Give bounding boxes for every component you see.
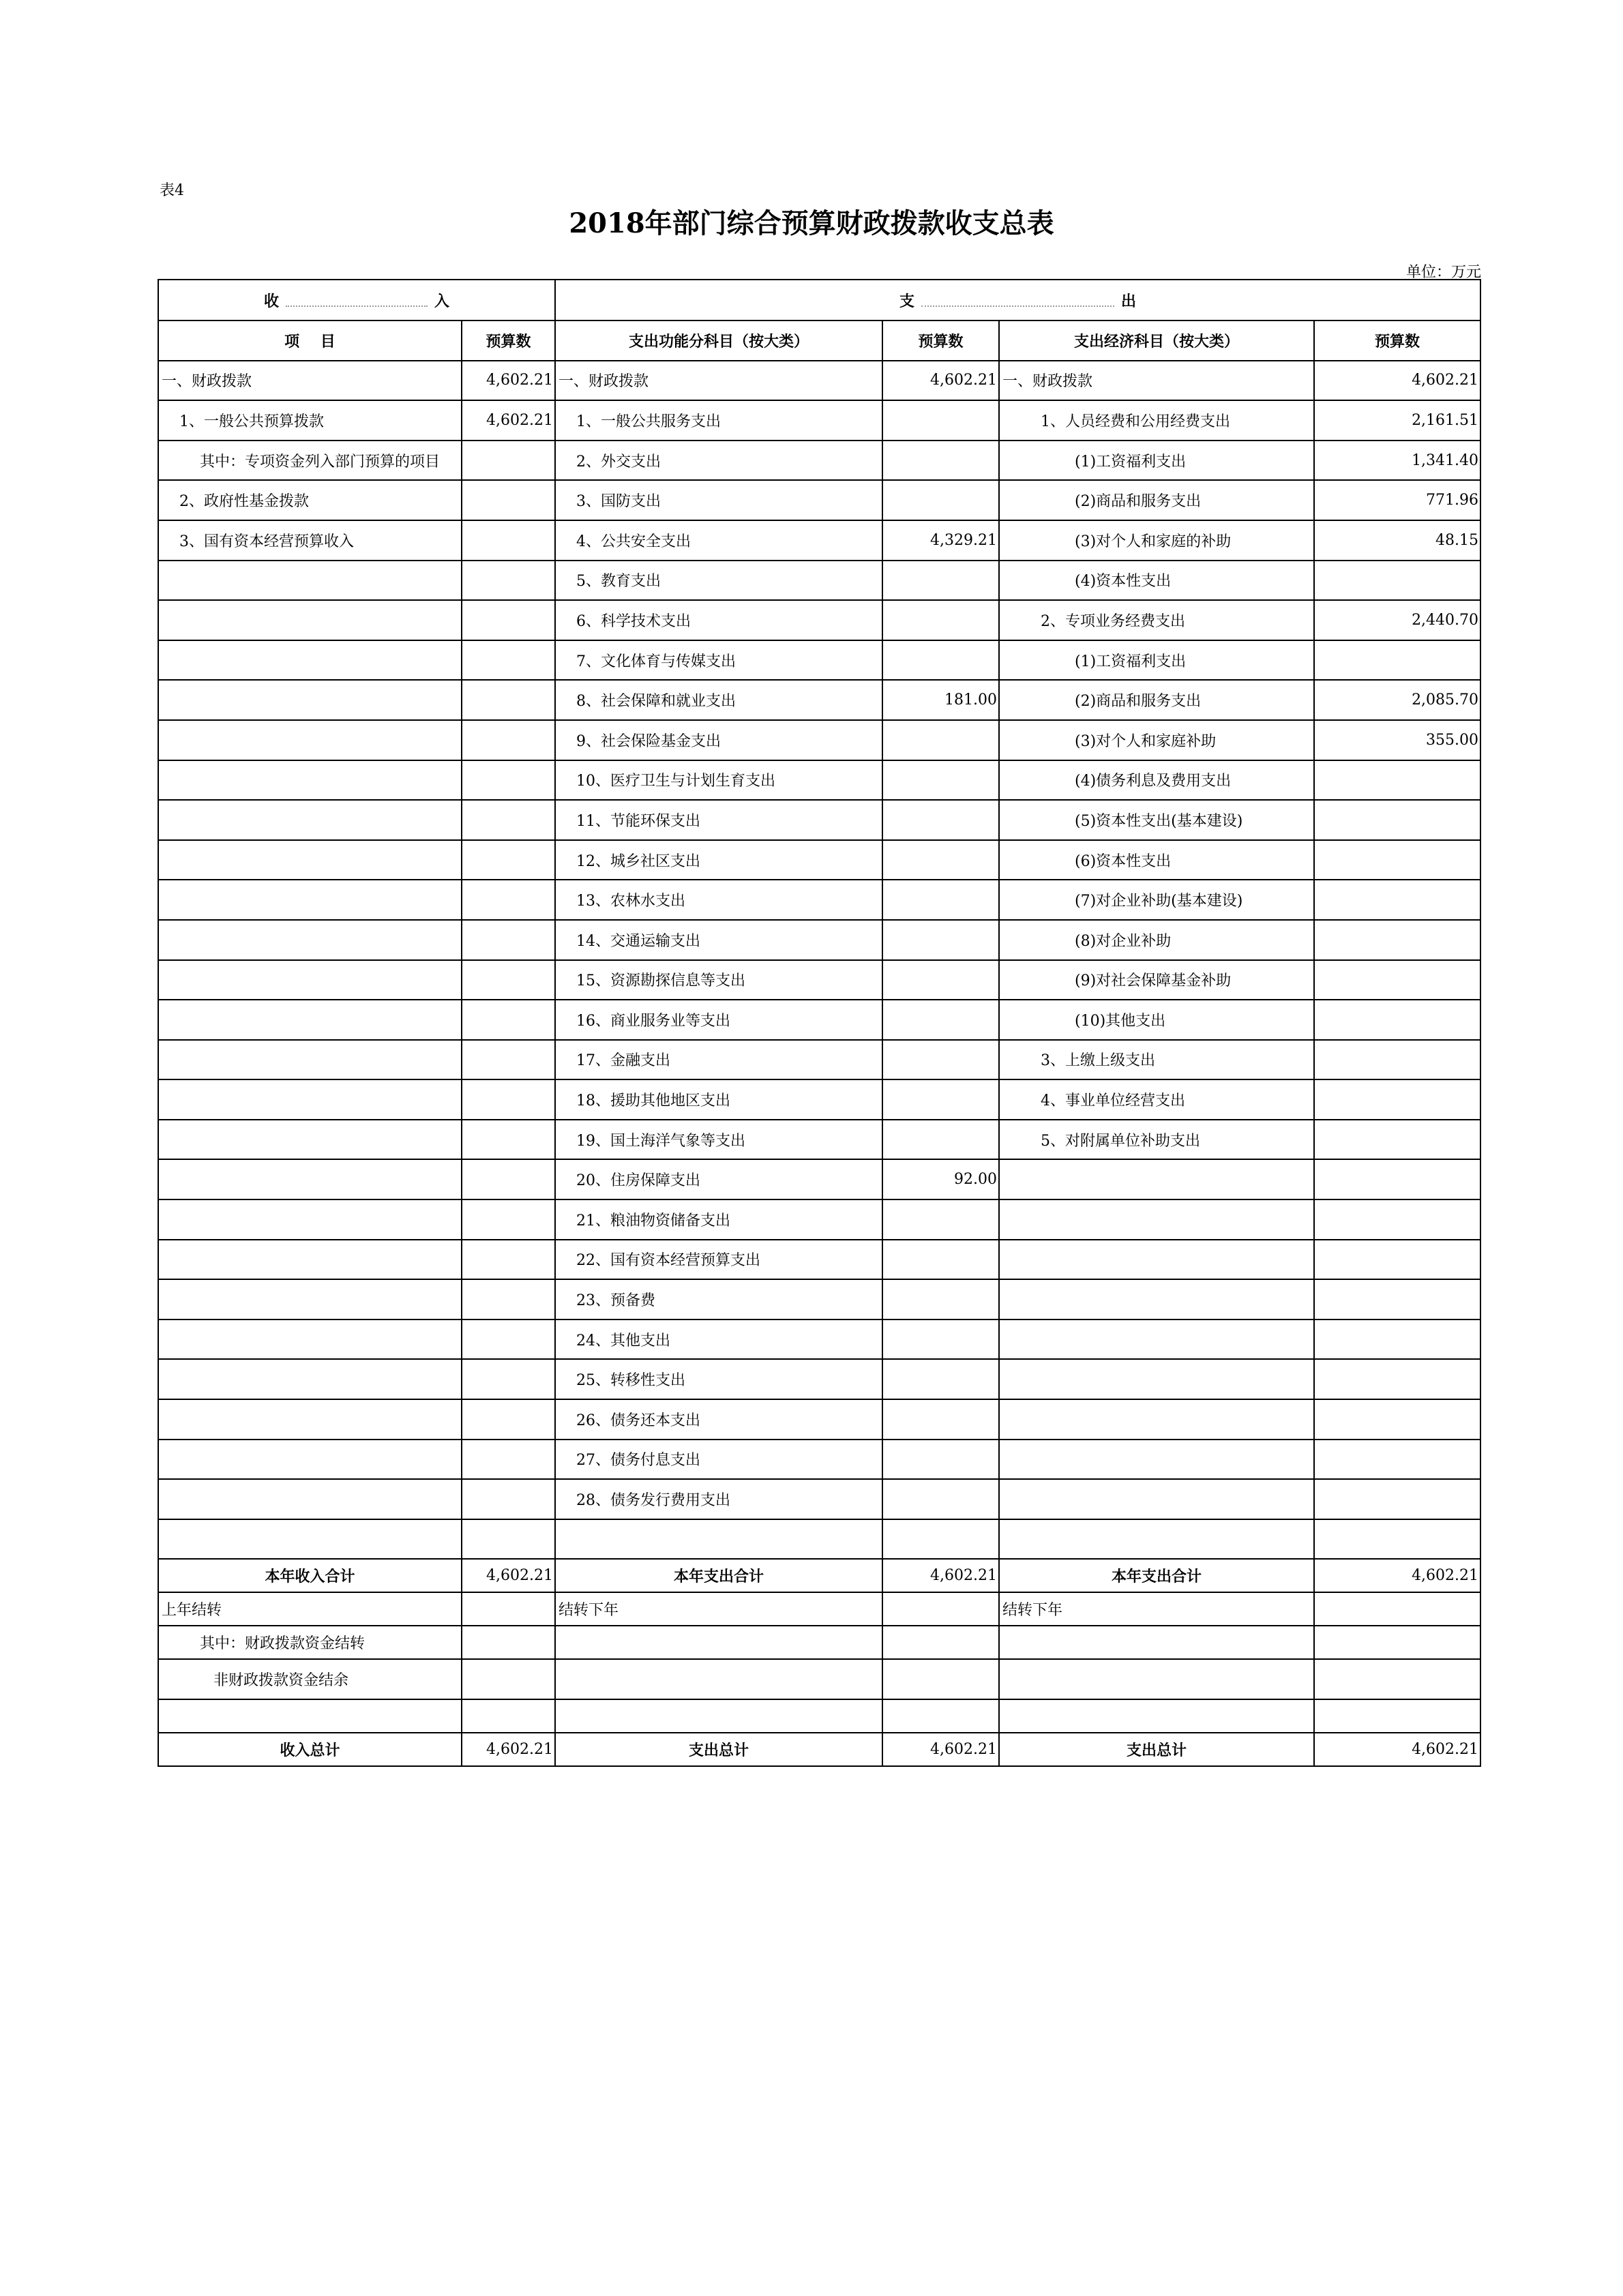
table-row [158,920,1480,960]
carry-next-economic-value [1314,1592,1480,1626]
income-item-cell [158,1079,462,1120]
function-item-cell: 6、科学技术支出 [555,600,882,640]
income-budget-cell [462,680,555,720]
income-item-cell [158,1359,462,1399]
economic-budget-cell: 4,602.21 [1314,361,1480,401]
function-budget-cell [882,1279,999,1320]
income-item-cell [158,600,462,640]
empty-cell [555,1626,882,1659]
table-row [158,1199,1480,1240]
col-header-item: 项 目 [158,320,462,361]
income-budget-cell [462,800,555,840]
income-budget-cell [462,480,555,520]
table-number: 表4 [160,182,184,199]
income-budget-cell [462,1040,555,1080]
economic-item-cell: (6)资本性支出 [999,840,1314,880]
table-row [158,1279,1480,1320]
function-budget-cell [882,1479,999,1519]
economic-budget-cell [1314,1199,1480,1240]
economic-item-cell [999,1519,1314,1560]
economic-item-cell: (10)其他支出 [999,1000,1314,1040]
table-row [158,1479,1480,1519]
function-budget-cell [882,720,999,760]
economic-budget-cell: 2,085.70 [1314,680,1480,720]
table-row [158,561,1480,601]
income-item-cell [158,1120,462,1160]
col-header-budget-1: 预算数 [462,320,555,361]
table-row [158,800,1480,840]
income-header-char2: 入 [434,292,449,310]
income-item-cell [158,960,462,1000]
economic-item-cell: (8)对企业补助 [999,920,1314,960]
income-item-cell [158,1279,462,1320]
expense-header-char1: 支 [899,292,915,310]
income-budget-cell [462,1199,555,1240]
function-item-cell: 22、国有资本经营预算支出 [555,1240,882,1280]
function-item-cell: 4、公共安全支出 [555,520,882,561]
income-item-cell [158,1000,462,1040]
year-income-total-label: 本年收入合计 [158,1559,462,1592]
economic-budget-cell [1314,1079,1480,1120]
header-row-income-expense [158,280,1480,320]
prev-carry-label: 上年结转 [158,1592,462,1626]
economic-item-cell: 2、专项业务经费支出 [999,600,1314,640]
table-row [158,720,1480,760]
economic-budget-cell [1314,760,1480,801]
economic-budget-cell [1314,840,1480,880]
income-budget-cell [462,760,555,801]
col-header-budget-2: 预算数 [882,320,999,361]
function-item-cell [555,1519,882,1560]
income-item-cell [158,1479,462,1519]
income-item-cell: 其中：专项资金列入部门预算的项目 [158,441,462,481]
income-budget-cell: 4,602.21 [462,361,555,401]
empty-cell [1314,1699,1480,1733]
economic-item-cell [999,1399,1314,1440]
empty-cell [158,1699,462,1733]
table-row [158,441,1480,481]
economic-budget-cell [1314,561,1480,601]
economic-item-cell [999,1479,1314,1519]
carry-row [158,1592,1480,1626]
economic-budget-cell [1314,1320,1480,1360]
table-row [158,1240,1480,1280]
blank-row [158,1699,1480,1733]
table-row [158,960,1480,1000]
income-item-cell [158,760,462,801]
table-row [158,1320,1480,1360]
function-item-cell: 1、一般公共服务支出 [555,400,882,441]
empty-cell [999,1659,1314,1699]
prev-carry-value [462,1592,555,1626]
function-budget-cell [882,1040,999,1080]
table-row [158,1040,1480,1080]
function-item-cell: 8、社会保障和就业支出 [555,680,882,720]
col-header-function: 支出功能分科目（按大类） [555,320,882,361]
income-item-cell [158,800,462,840]
year-function-total-value: 4,602.21 [882,1559,999,1592]
income-item-cell [158,720,462,760]
income-budget-cell [462,920,555,960]
empty-cell [462,1699,555,1733]
economic-budget-cell [1314,1279,1480,1320]
economic-budget-cell [1314,1240,1480,1280]
economic-item-cell [999,1159,1314,1199]
economic-item-cell: 一、财政拨款 [999,361,1314,401]
income-item-cell [158,1240,462,1280]
function-item-cell: 15、资源勘探信息等支出 [555,960,882,1000]
function-item-cell: 27、债务付息支出 [555,1440,882,1480]
function-budget-cell: 4,602.21 [882,361,999,401]
function-budget-cell [882,960,999,1000]
empty-cell [999,1626,1314,1659]
function-item-cell: 3、国防支出 [555,480,882,520]
economic-item-cell: 3、上缴上级支出 [999,1040,1314,1080]
income-budget-cell [462,720,555,760]
year-function-total-label: 本年支出合计 [555,1559,882,1592]
function-budget-cell [882,561,999,601]
economic-item-cell: (7)对企业补助(基本建设) [999,880,1314,920]
table-row [158,400,1480,441]
income-item-cell [158,880,462,920]
col-header-economic: 支出经济科目（按大类） [999,320,1314,361]
income-header-cell [158,280,555,320]
table-row [158,1079,1480,1120]
income-budget-cell [462,1519,555,1560]
income-item-cell [158,1320,462,1360]
economic-item-cell [999,1199,1314,1240]
empty-cell [555,1659,882,1699]
economic-budget-cell [1314,1440,1480,1480]
non-fiscal-label: 非财政拨款资金结余 [158,1659,462,1699]
economic-budget-cell [1314,920,1480,960]
economic-budget-cell [1314,880,1480,920]
income-budget-cell [462,640,555,681]
economic-item-cell: (1)工资福利支出 [999,441,1314,481]
function-budget-cell [882,400,999,441]
empty-cell [1314,1626,1480,1659]
table-row [158,1359,1480,1399]
economic-budget-cell: 771.96 [1314,480,1480,520]
table-row [158,361,1480,401]
page-title: 2018年部门综合预算财政拨款收支总表 [569,207,1054,239]
empty-cell [882,1626,999,1659]
income-budget-cell [462,600,555,640]
economic-item-cell: (9)对社会保障基金补助 [999,960,1314,1000]
table-row [158,1000,1480,1040]
income-budget-cell [462,1479,555,1519]
expense-total-economic-value: 4,602.21 [1314,1733,1480,1766]
empty-cell [999,1699,1314,1733]
function-budget-cell [882,920,999,960]
economic-item-cell: (3)对个人和家庭的补助 [999,520,1314,561]
function-item-cell: 11、节能环保支出 [555,800,882,840]
budget-table [158,279,1481,1767]
table-row [158,760,1480,801]
income-budget-cell: 4,602.21 [462,400,555,441]
economic-budget-cell [1314,640,1480,681]
economic-item-cell [999,1320,1314,1360]
income-budget-cell [462,1440,555,1480]
function-item-cell: 5、教育支出 [555,561,882,601]
table-row [158,1399,1480,1440]
income-item-cell [158,1040,462,1080]
fiscal-carry-label: 其中：财政拨款资金结转 [158,1626,462,1659]
function-budget-cell [882,640,999,681]
income-item-cell: 3、国有资本经营预算收入 [158,520,462,561]
function-budget-cell [882,1519,999,1560]
income-budget-cell [462,1120,555,1160]
table-row [158,840,1480,880]
income-total-label: 收入总计 [158,1733,462,1766]
income-item-cell: 2、政府性基金拨款 [158,480,462,520]
function-budget-cell [882,1399,999,1440]
empty-cell [882,1699,999,1733]
function-item-cell: 25、转移性支出 [555,1359,882,1399]
function-item-cell: 28、债务发行费用支出 [555,1479,882,1519]
economic-budget-cell [1314,1120,1480,1160]
economic-item-cell [999,1240,1314,1280]
income-item-cell: 一、财政拨款 [158,361,462,401]
economic-item-cell [999,1359,1314,1399]
carry-next-function-label: 结转下年 [555,1592,882,1626]
function-item-cell: 12、城乡社区支出 [555,840,882,880]
income-budget-cell [462,1159,555,1199]
economic-item-cell: (2)商品和服务支出 [999,680,1314,720]
empty-cell [462,1626,555,1659]
economic-budget-cell: 48.15 [1314,520,1480,561]
col-header-budget-3: 预算数 [1314,320,1480,361]
function-item-cell: 2、外交支出 [555,441,882,481]
function-budget-cell [882,800,999,840]
function-budget-cell [882,1079,999,1120]
function-item-cell: 20、住房保障支出 [555,1159,882,1199]
function-budget-cell [882,1120,999,1160]
income-total-value: 4,602.21 [462,1733,555,1766]
function-item-cell: 14、交通运输支出 [555,920,882,960]
table-row [158,1120,1480,1160]
economic-item-cell: (2)商品和服务支出 [999,480,1314,520]
function-item-cell: 21、粮油物资储备支出 [555,1199,882,1240]
year-income-total-value: 4,602.21 [462,1559,555,1592]
function-budget-cell [882,880,999,920]
income-item-cell [158,1199,462,1240]
economic-item-cell [999,1440,1314,1480]
income-budget-cell [462,840,555,880]
function-budget-cell [882,441,999,481]
expense-header-cell [555,280,1480,320]
economic-item-cell: (4)债务利息及费用支出 [999,760,1314,801]
economic-item-cell: (4)资本性支出 [999,561,1314,601]
income-budget-cell [462,960,555,1000]
function-budget-cell [882,1199,999,1240]
economic-budget-cell: 355.00 [1314,720,1480,760]
function-budget-cell [882,600,999,640]
non-fiscal-row [158,1659,1480,1699]
function-item-cell: 23、预备费 [555,1279,882,1320]
economic-budget-cell [1314,1359,1480,1399]
function-budget-cell: 4,329.21 [882,520,999,561]
function-item-cell: 10、医疗卫生与计划生育支出 [555,760,882,801]
empty-cell [882,1659,999,1699]
function-item-cell: 26、债务还本支出 [555,1399,882,1440]
table-row [158,1519,1480,1560]
carry-next-function-value [882,1592,999,1626]
function-budget-cell [882,760,999,801]
income-budget-cell [462,1079,555,1120]
economic-budget-cell [1314,1040,1480,1080]
table-row [158,600,1480,640]
economic-item-cell: 4、事业单位经营支出 [999,1079,1314,1120]
year-total-row [158,1559,1480,1592]
economic-budget-cell [1314,1399,1480,1440]
economic-budget-cell [1314,1000,1480,1040]
function-budget-cell [882,840,999,880]
income-item-cell [158,1159,462,1199]
income-budget-cell [462,520,555,561]
table-row [158,1159,1480,1199]
income-budget-cell [462,1359,555,1399]
function-item-cell: 24、其他支出 [555,1320,882,1360]
economic-budget-cell [1314,1479,1480,1519]
table-row [158,680,1480,720]
income-item-cell: 1、一般公共预算拨款 [158,400,462,441]
income-budget-cell [462,880,555,920]
economic-item-cell: (5)资本性支出(基本建设) [999,800,1314,840]
function-item-cell: 13、农林水支出 [555,880,882,920]
economic-budget-cell: 1,341.40 [1314,441,1480,481]
income-header-char1: 收 [264,292,280,310]
function-budget-cell: 92.00 [882,1159,999,1199]
income-item-cell [158,680,462,720]
expense-total-function-label: 支出总计 [555,1733,882,1766]
economic-budget-cell [1314,960,1480,1000]
function-item-cell: 9、社会保险基金支出 [555,720,882,760]
economic-budget-cell [1314,800,1480,840]
economic-budget-cell: 2,161.51 [1314,400,1480,441]
income-budget-cell [462,1279,555,1320]
income-item-cell [158,1440,462,1480]
unit-label: 单位：万元 [1405,264,1481,281]
income-item-cell [158,920,462,960]
income-item-cell [158,640,462,681]
function-budget-cell [882,1000,999,1040]
economic-budget-cell: 2,440.70 [1314,600,1480,640]
function-budget-cell [882,1240,999,1280]
year-economic-total-value: 4,602.21 [1314,1559,1480,1592]
column-header-row [158,320,1480,361]
expense-total-function-value: 4,602.21 [882,1733,999,1766]
function-budget-cell [882,1359,999,1399]
table-row [158,1440,1480,1480]
carry-next-economic-label: 结转下年 [999,1592,1314,1626]
table-row [158,480,1480,520]
table-row [158,880,1480,920]
function-item-cell: 一、财政拨款 [555,361,882,401]
economic-budget-cell [1314,1519,1480,1560]
income-budget-cell [462,1000,555,1040]
income-budget-cell [462,1240,555,1280]
expense-header-char2: 出 [1121,292,1137,310]
economic-budget-cell [1314,1159,1480,1199]
table-row [158,520,1480,561]
empty-cell [1314,1659,1480,1699]
empty-cell [555,1699,882,1733]
income-budget-cell [462,561,555,601]
income-budget-cell [462,1399,555,1440]
income-item-cell [158,561,462,601]
function-item-cell: 18、援助其他地区支出 [555,1079,882,1120]
income-item-cell [158,1399,462,1440]
economic-item-cell: (1)工资福利支出 [999,640,1314,681]
function-budget-cell [882,1440,999,1480]
expense-total-economic-label: 支出总计 [999,1733,1314,1766]
function-budget-cell [882,480,999,520]
function-item-cell: 19、国土海洋气象等支出 [555,1120,882,1160]
economic-item-cell [999,1279,1314,1320]
income-budget-cell [462,1320,555,1360]
economic-item-cell: (3)对个人和家庭补助 [999,720,1314,760]
function-budget-cell [882,1320,999,1360]
function-item-cell: 7、文化体育与传媒支出 [555,640,882,681]
fiscal-carry-row [158,1626,1480,1659]
income-budget-cell [462,441,555,481]
year-economic-total-label: 本年支出合计 [999,1559,1314,1592]
function-item-cell: 17、金融支出 [555,1040,882,1080]
table-row [158,640,1480,681]
income-item-cell [158,1519,462,1560]
grand-total-row [158,1733,1480,1766]
income-item-cell [158,840,462,880]
empty-cell [462,1659,555,1699]
function-budget-cell: 181.00 [882,680,999,720]
function-item-cell: 16、商业服务业等支出 [555,1000,882,1040]
economic-item-cell: 5、对附属单位补助支出 [999,1120,1314,1160]
economic-item-cell: 1、人员经费和公用经费支出 [999,400,1314,441]
